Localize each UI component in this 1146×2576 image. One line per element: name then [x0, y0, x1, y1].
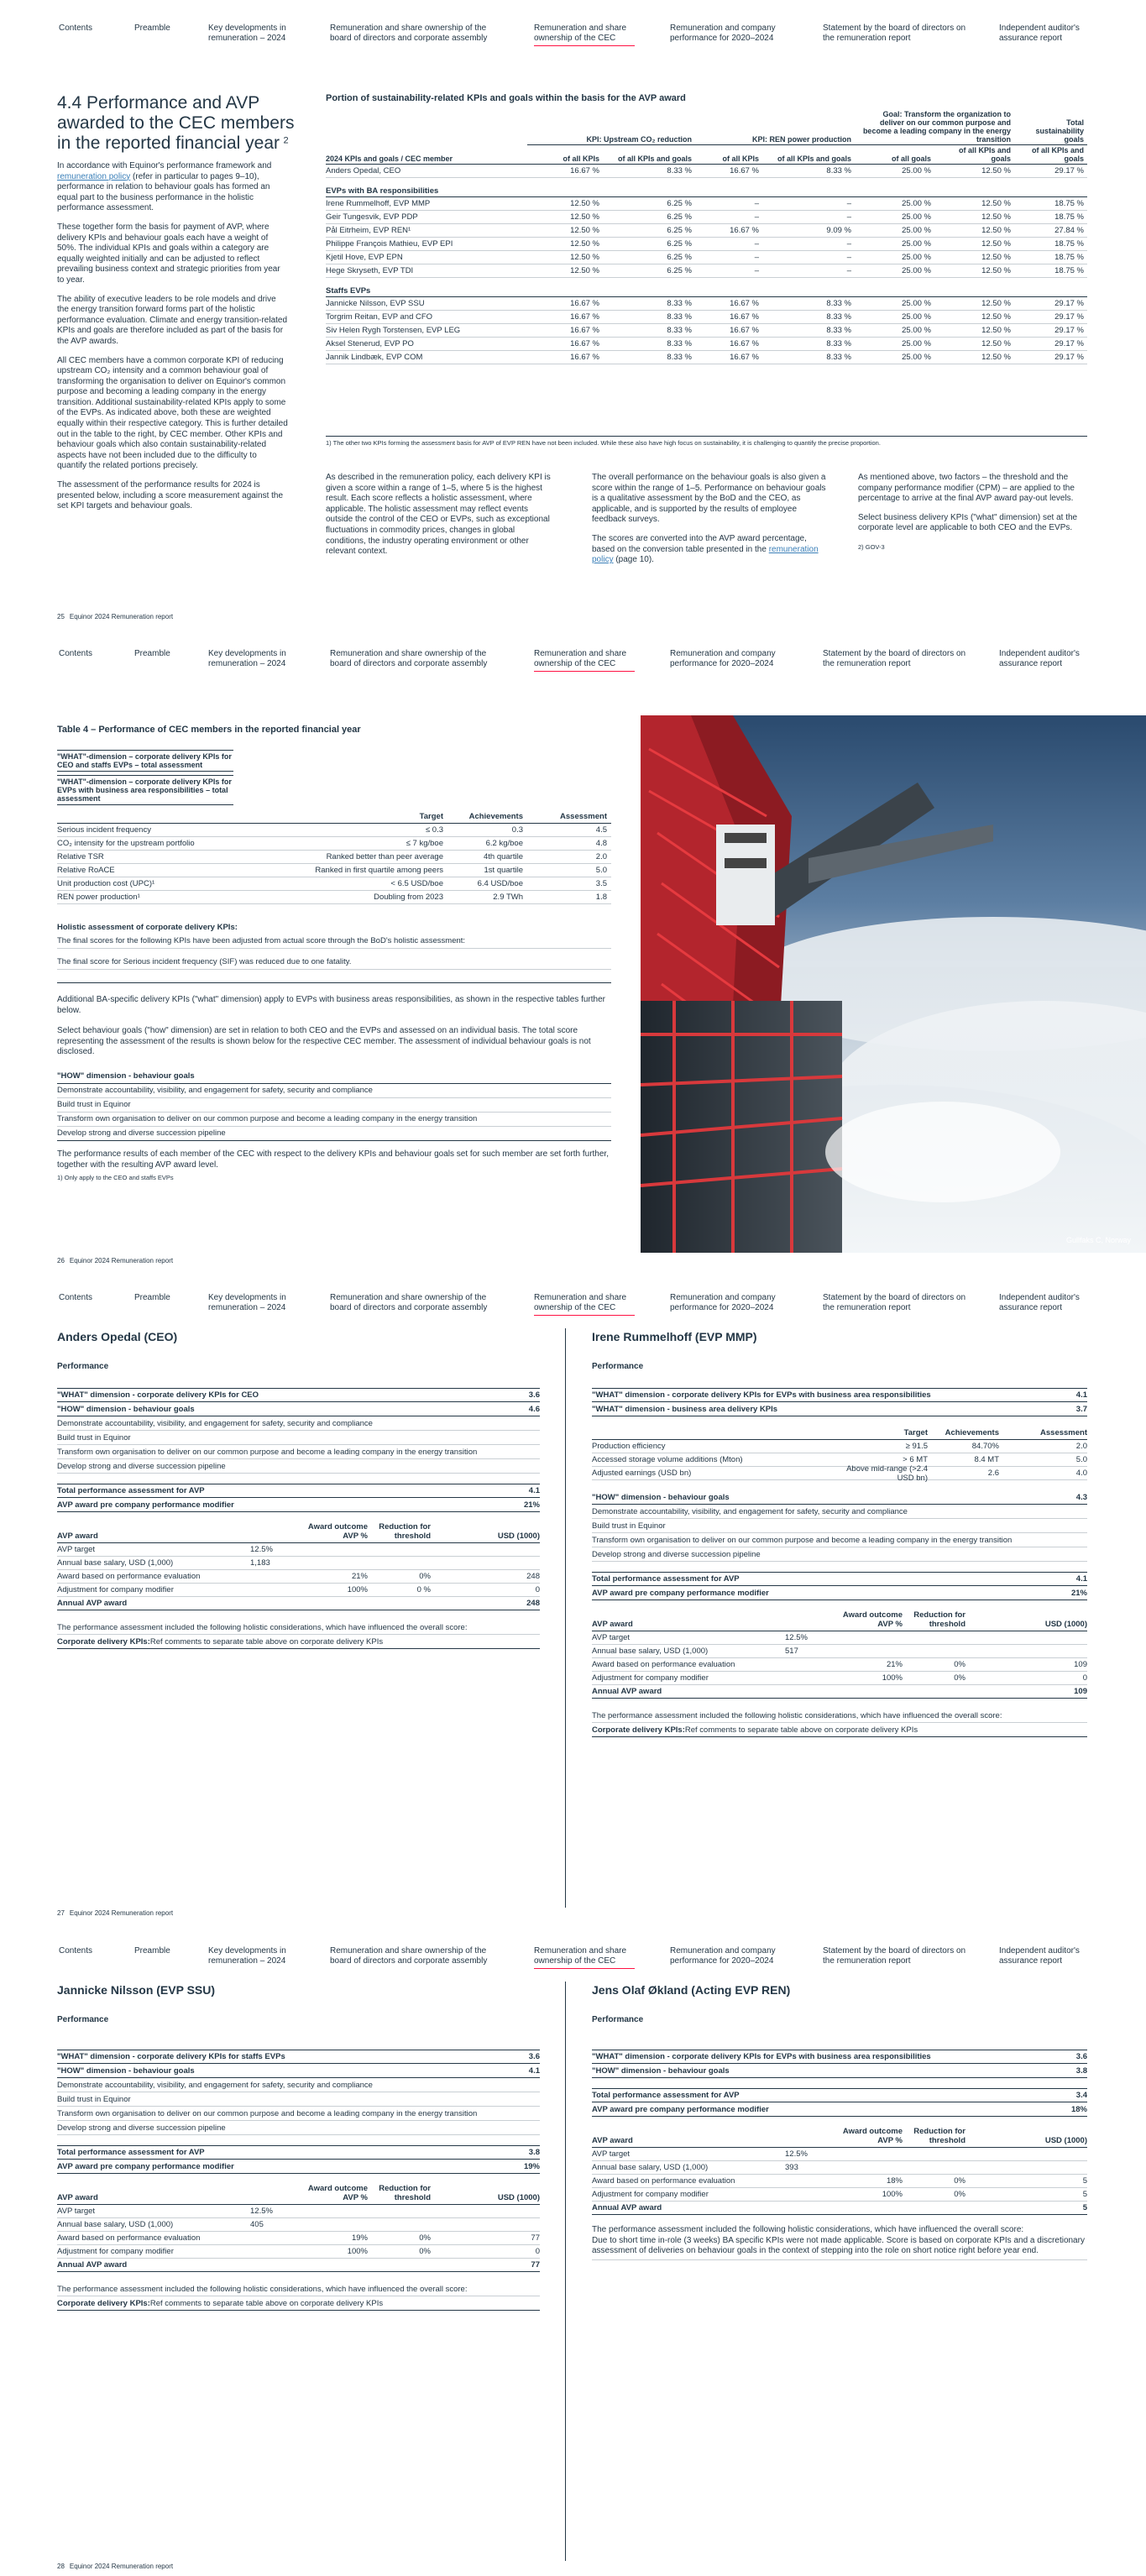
goal-row: Demonstrate accountability, visibility, and engagement for safety, security and compliance [57, 2078, 540, 2092]
ba-kpi-row: Accessed storage volume additions (Mton) > 6 MT 8.4 MT 5.0 [592, 1453, 1087, 1467]
goal-2: Build trust in Equinor [57, 1098, 611, 1113]
member-name: Irene Rummelhoff, EVP MMP [326, 197, 527, 211]
page-28 [0, 1923, 1146, 2576]
col-h5: of all goals [855, 145, 934, 165]
member-value: 25.00 % [855, 297, 934, 311]
col-h1: of all KPIs [527, 145, 603, 165]
member-name: Jannik Lindbæk, EVP COM [326, 351, 527, 364]
member-value: 29.17 % [1014, 311, 1087, 324]
goal-row: Transform own organisation to deliver on our common purpose and become a leading company in the energy transition [592, 1533, 1087, 1547]
what-row: "WHAT" dimension - corporate delivery KPIs for staffs EVPs 3.6 [57, 2050, 540, 2064]
avp-target-row: AVP target 12.5% [592, 2148, 1087, 2161]
award-header: AVP award Award outcome AVP % Reduction for threshold USD (1000) [57, 1522, 540, 1543]
behaviour-goals-text: Select behaviour goals ("how" dimension) are set in relation to both CEO and the EVPs and assessed on an individual basis. The total score representing the assessment of the results is shown below for the respective CEC member. The assessment of individual behaviour goals is not disclosed. [57, 1026, 591, 1057]
section-staff-evps: Staffs EVPs [326, 278, 1087, 297]
holistic-1: The final scores for the following KPIs have been adjusted from actual score through the BoD's holistic assessment: [57, 935, 611, 949]
member-value: 8.33 % [603, 351, 695, 364]
ba-kpi-row: Adjusted earnings (USD bn) Above mid-range (>2.4 USD bn) 2.6 4.0 [592, 1463, 1087, 1483]
performance-label: Performance [592, 1362, 644, 1371]
member-value: 29.17 % [1014, 165, 1087, 178]
member-row [326, 324, 1087, 338]
member-name: Aksel Stenerud, EVP PO [326, 338, 527, 351]
nav-company-performance[interactable]: Remuneration and company performance for 2020–2024 [670, 1293, 776, 1312]
remuneration-policy-link[interactable]: remuneration policy [57, 171, 131, 181]
member-value: 29.17 % [1014, 324, 1087, 338]
nav-auditor-report[interactable]: Independent auditor's assurance report [999, 1293, 1080, 1312]
holistic-intro: The performance assessment included the following holistic considerations, which have influenced the overall score: [592, 1709, 1087, 1723]
col-h7: of all KPIs and goals [1014, 145, 1087, 165]
nav-cec-remuneration[interactable]: Remuneration and share ownership of the CEC [534, 1293, 635, 1316]
member-value: 16.67 % [695, 165, 762, 178]
member-name: Philippe François Mathieu, EVP EPI [326, 238, 527, 251]
award-header: AVP award Award outcome AVP % Reduction for threshold USD (1000) [592, 1610, 1087, 1631]
section-heading [57, 93, 296, 154]
kpi-rows [57, 824, 611, 904]
intro-text [57, 161, 288, 521]
sustainability-table [326, 109, 1087, 364]
goal-row: Develop strong and diverse succession pipeline [57, 2121, 540, 2135]
jens-name: Jens Olaf Økland (Acting EVP REN) [592, 1983, 791, 1997]
member-value: 25.00 % [855, 324, 934, 338]
photo-caption: Gullfaks C, Norway [1065, 1236, 1131, 1244]
how-row: "HOW" dimension - behaviour goals 3.8 [592, 2064, 1087, 2078]
col-member: 2024 KPIs and goals / CEC member [326, 145, 527, 165]
annual-row: Annual AVP award 77 [57, 2259, 540, 2272]
performance-label: Performance [57, 2015, 109, 2024]
member-value: 9.09 % [762, 224, 855, 238]
nav-key-developments[interactable]: Key developments in remuneration – 2024 [208, 649, 286, 668]
member-row [326, 351, 1087, 364]
group-ren-power: KPI: REN power production [695, 109, 855, 145]
member-value: 18.75 % [1014, 251, 1087, 264]
member-value: 25.00 % [855, 251, 934, 264]
column-divider [565, 1982, 566, 2561]
member-row [326, 211, 1087, 224]
nav-auditor-report[interactable]: Independent auditor's assurance report [999, 24, 1080, 43]
nav-key-developments[interactable]: Key developments in remuneration – 2024 [208, 1946, 286, 1966]
nav-cec-remuneration[interactable]: Remuneration and share ownership of the CEC [534, 649, 635, 672]
top-navigation [0, 1270, 1146, 1322]
member-value: 12.50 % [527, 251, 603, 264]
col-h4: of all KPIs and goals [762, 145, 855, 165]
pre-cpm-row: AVP award pre company performance modifier 21% [57, 1498, 540, 1512]
jannicke-name: Jannicke Nilsson (EVP SSU) [57, 1983, 216, 1997]
member-value: 12.50 % [527, 211, 603, 224]
irene-section [592, 1330, 1087, 1737]
para-behaviour-score: The overall performance on the behaviour goals is also given a score within the range of 1–5. Performance on behaviour goals is a qualitative assessment by the BoD and the CEO, as applicable, and is supported by the results of employee feedback surveys. [592, 473, 826, 525]
para-select-kpis: Select business delivery KPIs ("what" dimension) set at the corporate level are applicable to both CEO and the EVPs. [858, 512, 1078, 533]
member-value: – [695, 197, 762, 211]
member-value: 12.50 % [934, 264, 1014, 278]
nav-company-performance[interactable]: Remuneration and company performance for 2020–2024 [670, 1946, 776, 1966]
member-value: 29.17 % [1014, 338, 1087, 351]
member-value: 16.67 % [527, 338, 603, 351]
member-value: 16.67 % [527, 324, 603, 338]
what-row: "WHAT" dimension - corporate delivery KPIs for EVPs with business area responsibilities 4.1 [592, 1388, 1087, 1402]
nav-contents[interactable]: Contents [59, 1946, 93, 1956]
pre-cpm-row: AVP award pre company performance modifier 19% [57, 2160, 540, 2174]
member-value: 6.25 % [603, 211, 695, 224]
page-27 [0, 1270, 1146, 1923]
column-divider [565, 1328, 566, 1908]
what-row: "WHAT" dimension - corporate delivery KPIs for CEO 3.6 [57, 1388, 540, 1402]
adjust-row: Adjustment for company modifier 100% 0% 0 [592, 1672, 1087, 1685]
nav-cec-remuneration[interactable]: Remuneration and share ownership of the CEC [534, 24, 635, 46]
performance-label: Performance [592, 2015, 644, 2024]
member-row [326, 251, 1087, 264]
member-value: 8.33 % [603, 338, 695, 351]
how-row: "HOW" dimension - behaviour goals 4.6 [57, 1402, 540, 1416]
irene-name: Irene Rummelhoff (EVP MMP) [592, 1330, 757, 1343]
table4 [57, 725, 611, 1181]
award-header: AVP award Award outcome AVP % Reduction for threshold USD (1000) [592, 2127, 1087, 2148]
nav-contents[interactable]: Contents [59, 1293, 93, 1302]
member-value: 25.00 % [855, 338, 934, 351]
goal-row: Transform own organisation to deliver on our common purpose and become a leading company in the energy transition [57, 2107, 540, 2121]
total-row: Total performance assessment for AVP 4.1 [592, 1572, 1087, 1586]
kpi-header: Target Achievements Assessment [57, 810, 611, 824]
avp-target-row: AVP target 12.5% [57, 1543, 540, 1557]
nav-board-remuneration[interactable]: Remuneration and share ownership of the board of directors and corporate assembly [330, 1293, 488, 1312]
member-value: 27.84 % [1014, 224, 1087, 238]
member-value: 18.75 % [1014, 197, 1087, 211]
page-footer: 28 Equinor 2024 Remuneration report [57, 2563, 174, 2570]
ba-kpi-header: Target Achievements Assessment [592, 1427, 1087, 1440]
member-value: – [762, 264, 855, 278]
salary-row: Annual base salary, USD (1,000) 1,183 [57, 1557, 540, 1570]
member-value: 12.50 % [934, 311, 1014, 324]
annual-row: Annual AVP award 5 [592, 2202, 1087, 2215]
table4-title: Table 4 – Performance of CEC members in the reported financial year [57, 725, 361, 735]
member-value: 8.33 % [762, 165, 855, 178]
page-25 [0, 0, 1146, 626]
heading-text: 4.4 Performance and AVP awarded to the CEC members in the reported financial year [57, 93, 295, 153]
table-footnote: 1) The other two KPIs forming the assessment basis for AVP of EVP REN have not been included. While these also have high focus on sustainability, it is challenging to quantify the precise proportion. [326, 436, 1087, 447]
holistic-title: Holistic assessment of corporate delivery KPIs: [57, 923, 238, 932]
member-value: 12.50 % [934, 251, 1014, 264]
member-name: Torgrim Reitan, EVP and CFO [326, 311, 527, 324]
member-value: 16.67 % [695, 351, 762, 364]
ba-kpi-row: Production efficiency ≥ 91.5 84.70% 2.0 [592, 1440, 1087, 1453]
member-value: 16.67 % [527, 311, 603, 324]
member-value: – [762, 197, 855, 211]
member-name: Geir Tungesvik, EVP PDP [326, 211, 527, 224]
member-value: 8.33 % [603, 165, 695, 178]
what-row: "WHAT" dimension - corporate delivery KPIs for EVPs with business area responsibilities 3.6 [592, 2050, 1087, 2064]
goal-row: Demonstrate accountability, visibility, and engagement for safety, security and compliance [592, 1505, 1087, 1519]
para-common-kpi: All CEC members have a common corporate KPI of reducing upstream CO₂ intensity and a common behaviour goal of transforming the organisation to deliver on Equinor's common purpose and becoming a leading company in the energy transition. Additional sustainability-related KPIs apply to some of the EVPs. As indicated above, both these are weighted equally within their respective category. This is further detailed out in the table to the right, by CEC member. Other KPIs and behaviour goals which also contain sustainability-related aspects have not been included due to the difficulty to quantify the related portions precisely. [57, 355, 288, 471]
based-row: Award based on performance evaluation 21% 0% 109 [592, 1658, 1087, 1672]
member-value: 8.33 % [762, 311, 855, 324]
goal-row: Build trust in Equinor [592, 1519, 1087, 1533]
goal-3: Transform own organisation to deliver on our common purpose and become a leading company in the energy transition [57, 1113, 611, 1127]
member-value: 16.67 % [695, 338, 762, 351]
member-value: 8.33 % [762, 297, 855, 311]
nav-contents[interactable]: Contents [59, 24, 93, 33]
member-value: – [695, 238, 762, 251]
member-value: – [695, 211, 762, 224]
top-navigation [0, 626, 1146, 678]
nav-board-statement[interactable]: Statement by the board of directors on the remuneration report [823, 1946, 966, 1966]
kpi-row: Unit production cost (UPC)¹ < 6.5 USD/boe 6.4 USD/boe 3.5 [57, 877, 611, 891]
member-value: 25.00 % [855, 264, 934, 278]
ceo-section [57, 1330, 540, 1649]
member-value: 12.50 % [934, 338, 1014, 351]
how-row: "HOW" dimension - behaviour goals 4.1 [57, 2064, 540, 2078]
how-title: "HOW" dimension - behaviour goals [57, 1070, 611, 1084]
member-name: Anders Opedal, CEO [326, 165, 527, 178]
nav-preamble[interactable]: Preamble [134, 649, 170, 658]
nav-auditor-report[interactable]: Independent auditor's assurance report [999, 1946, 1080, 1966]
goal-1: Demonstrate accountability, visibility, and engagement for safety, security and compliance [57, 1084, 611, 1098]
member-value: 6.25 % [603, 264, 695, 278]
para-threshold: As mentioned above, two factors – the threshold and the company performance modifier (CPM) – are applied to the percentage to arrive at the final AVP award pay-out levels. [858, 473, 1075, 504]
member-value: – [762, 251, 855, 264]
gullfaks-photo [641, 715, 1146, 1253]
nav-board-statement[interactable]: Statement by the board of directors on the remuneration report [823, 24, 966, 43]
member-value: – [762, 211, 855, 224]
member-value: 12.50 % [527, 197, 603, 211]
member-value: 16.67 % [527, 165, 603, 178]
ceo-name: Anders Opedal (CEO) [57, 1330, 178, 1343]
salary-row: Annual base salary, USD (1,000) 517 [592, 1645, 1087, 1658]
pre-cpm-row: AVP award pre company performance modifier 21% [592, 1586, 1087, 1600]
salary-row: Annual base salary, USD (1,000) 405 [57, 2218, 540, 2232]
member-value: 29.17 % [1014, 297, 1087, 311]
text-column-1: As described in the remuneration policy, each delivery KPI is given a score within a range of 1–5, where 5 is the highest result. Each score reflects a holistic assessment, where applicable. The holistic assessment may reflect events outside the control of the CEO or EVPs, such as exceptional fluctuations in commodity prices, changes in global conditions, the industry operating environment or other relevant context. [326, 473, 551, 557]
member-value: 16.67 % [695, 224, 762, 238]
member-row [326, 165, 1087, 178]
nav-board-statement[interactable]: Statement by the board of directors on the remuneration report [823, 1293, 966, 1312]
page-footer: 27 Equinor 2024 Remuneration report [57, 1909, 174, 1917]
holistic-intro: The performance assessment included the following holistic considerations, which have influenced the overall score: [57, 1620, 540, 1635]
page-footer: 25 Equinor 2024 Remuneration report [57, 613, 174, 620]
sustainability-table-title: Portion of sustainability-related KPIs and goals within the basis for the AVP award [326, 93, 686, 103]
col-h2: of all KPIs and goals [603, 145, 695, 165]
adjust-row: Adjustment for company modifier 100% 0 % 0 [57, 1584, 540, 1597]
member-value: 25.00 % [855, 224, 934, 238]
member-value: 18.75 % [1014, 211, 1087, 224]
nav-company-performance[interactable]: Remuneration and company performance for 2020–2024 [670, 649, 776, 668]
nav-board-remuneration[interactable]: Remuneration and share ownership of the board of directors and corporate assembly [330, 1946, 488, 1966]
corp-kpis-row: Corporate delivery KPIs: Ref comments to separate table above on corporate delivery KPIs [592, 1723, 1087, 1737]
member-row [326, 311, 1087, 324]
additional-kpis: Additional BA-specific delivery KPIs ("what" dimension) apply to EVPs with business areas responsibilities, as shown in the respective tables further below. [57, 995, 605, 1015]
member-name: Pål Eitrheim, EVP REN¹ [326, 224, 527, 238]
para-assessment: The assessment of the performance results for 2024 is presented below, including a score measurement against the set KPI targets and behaviour goals. [57, 480, 284, 511]
kpi-row: REN power production¹ Doubling from 2023 2.9 TWh 1.8 [57, 891, 611, 904]
nav-board-statement[interactable]: Statement by the board of directors on the remuneration report [823, 649, 966, 668]
member-value: – [762, 238, 855, 251]
member-value: – [695, 264, 762, 278]
what-ba-row: "WHAT" dimension - business area delivery KPIs 3.7 [592, 1402, 1087, 1416]
para-leaders: The ability of executive leaders to be role models and drive the energy transition forward forms part of the holistic performance evaluation. Climate and energy transition-related KPIs and goals are therefore included as part of the basis for the AVP awards. [57, 294, 288, 346]
member-value: 18.75 % [1014, 238, 1087, 251]
how-row: "HOW" dimension - behaviour goals 4.3 [592, 1490, 1087, 1505]
goal-row: Build trust in Equinor [57, 2092, 540, 2107]
member-value: 25.00 % [855, 238, 934, 251]
kpi-row: Relative RoACE Ranked in first quartile among peers 1st quartile 5.0 [57, 864, 611, 877]
member-value: 16.67 % [695, 311, 762, 324]
nav-key-developments[interactable]: Key developments in remuneration – 2024 [208, 24, 286, 43]
total-row: Total performance assessment for AVP 4.1 [57, 1484, 540, 1498]
closing-text: The performance results of each member of the CEC with respect to the delivery KPIs and behaviour goals set for such member are set forth further, together with the resulting AVP award level. [57, 1149, 609, 1170]
nav-board-remuneration[interactable]: Remuneration and share ownership of the board of directors and corporate assembly [330, 649, 488, 668]
member-value: 18.75 % [1014, 264, 1087, 278]
text-column-2 [592, 473, 827, 574]
nav-auditor-report[interactable]: Independent auditor's assurance report [999, 649, 1080, 668]
jens-section [592, 1983, 1087, 2260]
member-value: 12.50 % [934, 224, 1014, 238]
based-row: Award based on performance evaluation 18% 0% 5 [592, 2175, 1087, 2188]
member-row [326, 238, 1087, 251]
member-name: Jannicke Nilsson, EVP SSU [326, 297, 527, 311]
salary-row: Annual base salary, USD (1,000) 393 [592, 2161, 1087, 2175]
heading-footnote-ref: 2 [283, 135, 289, 146]
member-name: Kjetil Hove, EVP EPN [326, 251, 527, 264]
avp-target-row: AVP target 12.5% [57, 2205, 540, 2218]
table4-footnote: 1) Only apply to the CEO and staffs EVPs [57, 1174, 174, 1182]
goal-4: Develop strong and diverse succession pipeline [57, 1127, 611, 1141]
nav-company-performance[interactable]: Remuneration and company performance for 2020–2024 [670, 24, 776, 43]
nav-preamble[interactable]: Preamble [134, 1946, 170, 1956]
goal-row: Develop strong and diverse succession pipeline [592, 1547, 1087, 1562]
member-value: 6.25 % [603, 238, 695, 251]
member-row [326, 197, 1087, 211]
jannicke-section [57, 1983, 540, 2311]
group-transform-goal: Goal: Transform the organization to deliver on our common purpose and become a leading company in the energy transition [855, 109, 1014, 145]
holistic-2: The final score for Serious incident frequency (SIF) was reduced due to one fatality. [57, 956, 611, 970]
performance-label: Performance [57, 1362, 109, 1371]
member-value: 6.25 % [603, 224, 695, 238]
member-value: 8.33 % [603, 324, 695, 338]
member-value: 25.00 % [855, 311, 934, 324]
member-value: 12.50 % [527, 224, 603, 238]
member-value: 16.67 % [527, 351, 603, 364]
para-conversion: The scores are converted into the AVP award percentage, based on the conversion table presented in the remuneration policy (page 10). [592, 533, 819, 565]
based-row: Award based on performance evaluation 21% 0% 248 [57, 1570, 540, 1584]
member-row [326, 338, 1087, 351]
top-navigation [0, 1923, 1146, 1975]
member-value: 12.50 % [934, 238, 1014, 251]
member-row [326, 224, 1087, 238]
member-value: 8.33 % [762, 351, 855, 364]
top-navigation [0, 0, 1146, 52]
member-value: 12.50 % [934, 165, 1014, 178]
col-h6: of all KPIs and goals [934, 145, 1014, 165]
goal-row: Build trust in Equinor [57, 1431, 540, 1445]
total-row: Total performance assessment for AVP 3.8 [57, 2145, 540, 2160]
member-value: 25.00 % [855, 165, 934, 178]
adjust-row: Adjustment for company modifier 100% 0% 0 [57, 2245, 540, 2259]
para-basis: These together form the basis for payment of AVP, where delivery KPIs and behaviour goals each have a weight of 50%. The individual KPIs and goals within a category are equally weighted initially and can be adjusted to reflect prevailing business context and strategic priorities from year to year. [57, 222, 280, 285]
ba-kpi-rows [592, 1440, 1087, 1483]
corp-kpis-row: Corporate delivery KPIs: Ref comments to separate table above on corporate delivery KPIs [57, 2296, 540, 2311]
member-value: 16.67 % [695, 324, 762, 338]
total-row: Total performance assessment for AVP 3.4 [592, 2088, 1087, 2102]
corp-kpis-row: Corporate delivery KPIs: Ref comments to separate table above on corporate delivery KPIs [57, 1635, 540, 1649]
nav-preamble[interactable]: Preamble [134, 24, 170, 33]
member-value: 6.25 % [603, 251, 695, 264]
member-value: 8.33 % [762, 324, 855, 338]
member-value: 12.50 % [934, 297, 1014, 311]
footnote-gov3: 2) GOV-3 [858, 542, 885, 551]
holistic-extra: Due to short time in-role (3 weeks) BA specific KPIs were not made applicable. Score is based on corporate KPIs and a discretionary assessment of deliveries on behaviour goals in the context of stepping into the role on short notice right before year end. [592, 2235, 1085, 2256]
member-value: 8.33 % [603, 297, 695, 311]
group-total: Total sustainability goals [1014, 109, 1087, 145]
goal-row: Develop strong and diverse succession pipeline [57, 1459, 540, 1474]
section-ba-evps: EVPs with BA responsibilities [326, 178, 1087, 197]
member-value: 16.67 % [527, 297, 603, 311]
what-box-ba: "WHAT"-dimension – corporate delivery KPIs for EVPs with business area responsibilities – total assessment [57, 775, 233, 805]
member-value: 8.33 % [603, 311, 695, 324]
holistic-intro: The performance assessment included the following holistic considerations, which have influenced the overall score: Due to short time in-role (3 weeks) BA specific KPIs were not made applicable. Score is based on corporate KPIs and a discretionary assessment of deliveries on behaviour goals in the context of stepping into the role on short notice right before year end. [592, 2225, 1087, 2260]
holistic-intro: The performance assessment included the following holistic considerations, which have influenced the overall score: [57, 2282, 540, 2296]
text-column-3 [858, 473, 1089, 562]
member-name: Hege Skryseth, EVP TDI [326, 264, 527, 278]
what-box-ceo-staff: "WHAT"-dimension – corporate delivery KPIs for CEO and staffs EVPs – total assessment [57, 750, 233, 772]
member-row [326, 297, 1087, 311]
col-h3: of all KPIs [695, 145, 762, 165]
group-upstream-co2: KPI: Upstream CO₂ reduction [527, 109, 695, 145]
member-value: 12.50 % [934, 351, 1014, 364]
kpi-row: CO₂ intensity for the upstream portfolio ≤ 7 kg/boe 6.2 kg/boe 4.8 [57, 837, 611, 851]
member-value: 16.67 % [695, 297, 762, 311]
kpi-row: Relative TSR Ranked better than peer average 4th quartile 2.0 [57, 851, 611, 864]
member-value: 25.00 % [855, 197, 934, 211]
member-value: 25.00 % [855, 211, 934, 224]
member-value: – [695, 251, 762, 264]
member-value: 8.33 % [762, 338, 855, 351]
member-value: 6.25 % [603, 197, 695, 211]
avp-target-row: AVP target 12.5% [592, 1631, 1087, 1645]
nav-contents[interactable]: Contents [59, 649, 93, 658]
nav-key-developments[interactable]: Key developments in remuneration – 2024 [208, 1293, 286, 1312]
member-name: Siv Helen Rygh Torstensen, EVP LEG [326, 324, 527, 338]
kpi-row: Serious incident frequency ≤ 0.3 0.3 4.5 [57, 824, 611, 837]
nav-preamble[interactable]: Preamble [134, 1293, 170, 1302]
award-header: AVP award Award outcome AVP % Reduction for threshold USD (1000) [57, 2184, 540, 2205]
annual-row: Annual AVP award 109 [592, 1685, 1087, 1699]
page-26 [0, 626, 1146, 1270]
annual-row: Annual AVP award 248 [57, 1597, 540, 1610]
nav-cec-remuneration[interactable]: Remuneration and share ownership of the CEC [534, 1946, 635, 1969]
nav-board-remuneration[interactable]: Remuneration and share ownership of the board of directors and corporate assembly [330, 24, 488, 43]
remuneration-policy-link-2[interactable]: remuneration policy [592, 544, 819, 565]
based-row: Award based on performance evaluation 19% 0% 77 [57, 2232, 540, 2245]
page-footer: 26 Equinor 2024 Remuneration report [57, 1257, 174, 1264]
para-framework: In accordance with Equinor's performance framework and remuneration policy (refer in particular to pages 9–10), performance in relation to behaviour goals has formed an equal part to the business performance in the holistic performance assessment. [57, 161, 272, 213]
goal-row: Transform own organisation to deliver on our common purpose and become a leading company in the energy transition [57, 1445, 540, 1459]
adjust-row: Adjustment for company modifier 100% 0% 5 [592, 2188, 1087, 2202]
member-value: 29.17 % [1014, 351, 1087, 364]
member-value: 12.50 % [934, 211, 1014, 224]
pre-cpm-row: AVP award pre company performance modifier 18% [592, 2102, 1087, 2117]
offshore-platform-illustration [641, 715, 1146, 1253]
goal-row: Demonstrate accountability, visibility, and engagement for safety, security and compliance [57, 1416, 540, 1431]
member-value: 12.50 % [527, 264, 603, 278]
member-row [326, 264, 1087, 278]
member-value: 25.00 % [855, 351, 934, 364]
member-value: 12.50 % [527, 238, 603, 251]
member-value: 12.50 % [934, 197, 1014, 211]
member-value: 12.50 % [934, 324, 1014, 338]
